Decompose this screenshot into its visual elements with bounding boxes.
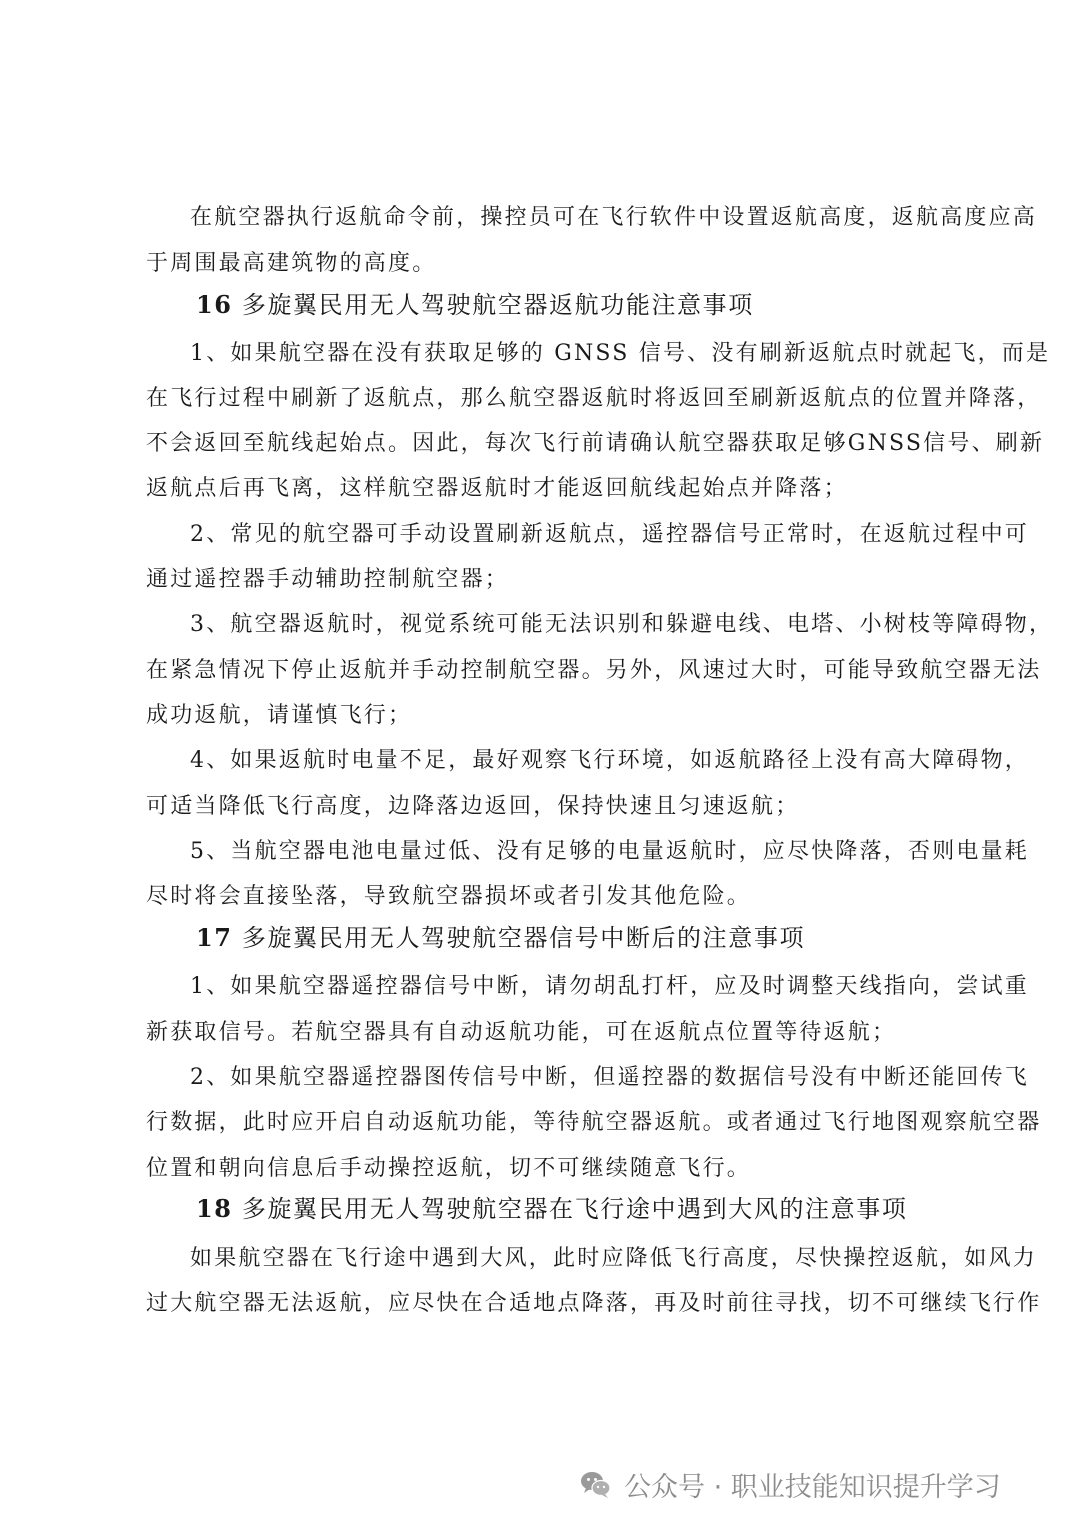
wechat-icon	[578, 1466, 614, 1502]
paragraph-line: 成功返航，请谨慎飞行；	[146, 703, 413, 728]
watermark	[578, 1462, 1001, 1506]
paragraph-line: 行数据，此时应开启自动返航功能，等待航空器返航。或者通过飞行地图观察航空器	[146, 1110, 1042, 1135]
paragraph-line: 尽时将会直接坠落，导致航空器损坏或者引发其他危险。	[146, 884, 752, 909]
section-18-title: 多旋翼民用无人驾驶航空器在飞行途中遇到大风的注意事项	[241, 1195, 908, 1223]
section-17-title: 多旋翼民用无人驾驶航空器信号中断后的注意事项	[241, 924, 806, 952]
paragraph-line: 在紧急情况下停止返航并手动控制航空器。另外，风速过大时，可能导致航空器无法	[146, 658, 1042, 683]
section-16-title: 多旋翼民用无人驾驶航空器返航功能注意事项	[241, 291, 754, 319]
paragraph-line: 不会返回至航线起始点。因此，每次飞行前请确认航空器获取足够GNSS信号、刷新	[146, 431, 1045, 456]
watermark-text: 公众号 · 职业技能知识提升学习	[624, 1471, 1001, 1503]
paragraph-line: 过大航空器无法返航，应尽快在合适地点降落，再及时前往寻找，切不可继续飞行作	[146, 1291, 1042, 1316]
paragraph-line: 1、如果航空器在没有获取足够的 GNSS 信号、没有刷新返航点时就起飞，而是	[190, 341, 1051, 366]
paragraph-line: 2、常见的航空器可手动设置刷新返航点，遥控器信号正常时，在返航过程中可	[190, 522, 1029, 547]
paragraph-line: 在飞行过程中刷新了返航点，那么航空器返航时将返回至刷新返航点的位置并降落，	[146, 386, 1042, 411]
section-18-heading	[196, 1193, 907, 1225]
paragraph-line: 可适当降低飞行高度，边降落边返回，保持快速且匀速返航；	[146, 794, 800, 819]
intro-line: 于周围最高建筑物的高度。	[146, 251, 437, 276]
section-16-number: 16	[196, 290, 233, 319]
paragraph-line: 位置和朝向信息后手动操控返航，切不可继续随意飞行。	[146, 1156, 752, 1181]
intro-line: 在航空器执行返航命令前，操控员可在飞行软件中设置返航高度，返航高度应高	[190, 205, 1038, 230]
paragraph-line: 如果航空器在飞行途中遇到大风，此时应降低飞行高度，尽快操控返航，如风力	[190, 1246, 1038, 1271]
paragraph-line: 通过遥控器手动辅助控制航空器；	[146, 567, 510, 592]
section-17-number: 17	[196, 923, 233, 952]
section-16-heading	[196, 289, 754, 321]
paragraph-line: 5、当航空器电池电量过低、没有足够的电量返航时，应尽快降落，否则电量耗	[190, 839, 1029, 864]
paragraph-line: 返航点后再飞离，这样航空器返航时才能返回航线起始点并降落；	[146, 476, 848, 501]
paragraph-line: 2、如果航空器遥控器图传信号中断，但遥控器的数据信号没有中断还能回传飞	[190, 1065, 1029, 1090]
section-18-number: 18	[196, 1194, 233, 1223]
paragraph-line: 新获取信号。若航空器具有自动返航功能，可在返航点位置等待返航；	[146, 1020, 897, 1045]
section-17-heading	[196, 922, 805, 954]
paragraph-line: 4、如果返航时电量不足，最好观察飞行环境，如返航路径上没有高大障碍物，	[190, 748, 1029, 773]
paragraph-line: 1、如果航空器遥控器信号中断，请勿胡乱打杆，应及时调整天线指向，尝试重	[190, 974, 1029, 999]
paragraph-line: 3、航空器返航时，视觉系统可能无法识别和躲避电线、电塔、小树枝等障碍物，	[190, 612, 1054, 637]
